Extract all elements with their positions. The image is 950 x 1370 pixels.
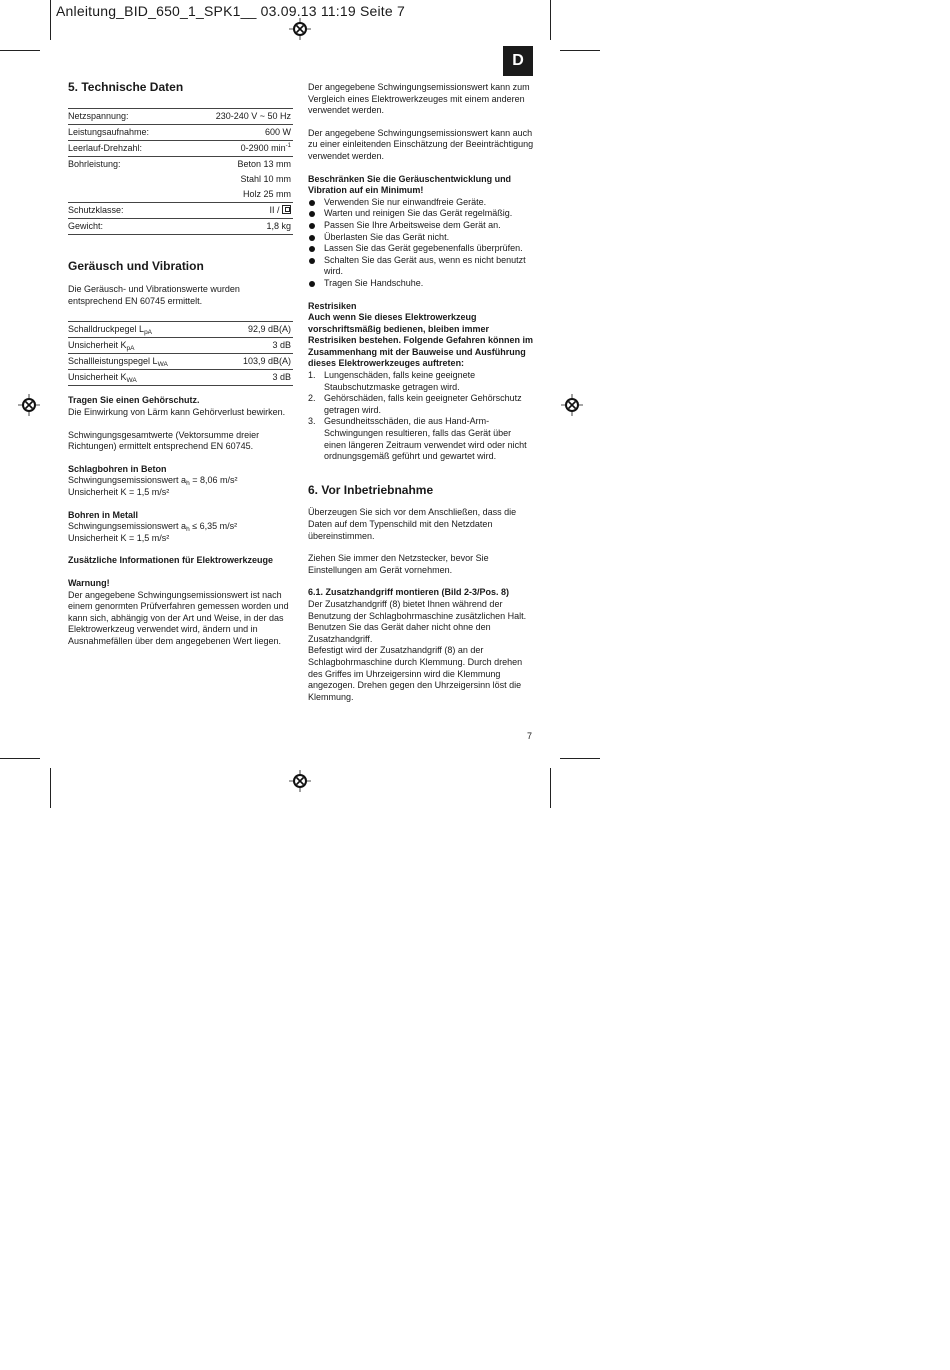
spec-value: 230-240 V ~ 50 Hz <box>185 108 293 124</box>
section-title-noise: Geräusch und Vibration <box>68 258 204 273</box>
ear-protection-text: Die Einwirkung von Lärm kann Gehörverlust bewirken. <box>68 406 286 417</box>
crop-mark <box>50 768 51 808</box>
metal-value: Schwingungsemissionswert $a_h \le 6,35$ m/s² <box>68 521 238 534</box>
noise-value: 3 dB <box>219 338 293 354</box>
spec-label <box>68 172 185 187</box>
risk-list <box>308 370 534 463</box>
spec-label: Schutzklasse: <box>68 202 185 218</box>
list-item: Lassen Sie das Gerät gegebenenfalls überprüfen. <box>308 243 534 255</box>
spec-label: Netzspannung: <box>68 108 185 124</box>
crop-mark <box>0 758 40 759</box>
vibration-total-text: Schwingungsgesamtwerte (Vektorsumme dreier Richtungen) ermittelt entsprechend EN 60745. <box>68 429 260 452</box>
crop-mark <box>560 50 600 51</box>
crop-mark <box>560 758 600 759</box>
list-item: Passen Sie Ihre Arbeitsweise dem Gerät an. <box>308 220 534 232</box>
list-item: Überlasten Sie das Gerät nicht. <box>308 232 534 244</box>
limit-list <box>308 197 534 290</box>
spec-value: 1,8 kg <box>185 218 293 234</box>
list-item: 3. Gesundheitsschäden, die aus Hand-Arm-Schwingungen resultieren, falls das Gerät über einen längeren Zeitraum verwendet wird oder nicht ordnungsgemäß geführt und gewartet wird. <box>308 416 527 462</box>
concrete-uncertainty: Unsicherheit K = 1,5 m/s² <box>68 486 170 497</box>
noise-label: Schalldruckpegel $L_{pA}$ <box>68 322 219 338</box>
noise-label: Unsicherheit $K_{pA}$ <box>68 338 219 354</box>
before-use-text-1: Überzeugen Sie sich vor dem Anschließen, dass die Daten auf dem Typenschild mit den Netzdaten übereinstimmen. <box>308 507 517 541</box>
spec-value: II / <box>185 202 293 218</box>
spec-label: Gewicht: <box>68 218 185 234</box>
handle-text-2: Befestigt wird der Zusatzhandgriff (8) an der Schlagbohrmaschine durch Klemmung. Durch drehen des Griffes im Uhrzeigersinn wird die Klemmung angezogen. Drehen gegen den Uhrzeigersinn löst die Klemmung. <box>308 645 523 702</box>
registration-mark-icon <box>289 770 311 792</box>
noise-label: Unsicherheit $K_{WA}$ <box>68 370 219 386</box>
concrete-title: Schlagbohren in Beton <box>68 463 167 474</box>
list-item: 2. Gehörschäden, falls kein geeigneter Gehörschutz getragen wird. <box>308 393 522 415</box>
right-column <box>308 82 534 703</box>
crop-mark <box>550 768 551 808</box>
spec-value: Beton 13 mm <box>185 156 293 172</box>
spec-label <box>68 187 185 203</box>
warning-title: Warnung! <box>68 577 110 588</box>
page-number: 7 <box>527 731 533 741</box>
noise-label: Schallleistungspegel $L_{WA}$ <box>68 354 219 370</box>
vibration-compare-text: Der angegebene Schwingungsemissionswert kann zum Vergleich eines Elektrowerkzeuges mit einem anderen verwendet werden. <box>308 82 530 116</box>
spec-value: Stahl 10 mm <box>240 173 291 184</box>
crop-mark <box>550 0 551 40</box>
registration-mark-icon <box>18 394 40 416</box>
registration-mark-icon <box>289 18 311 40</box>
language-tab: D <box>503 46 533 76</box>
registration-mark-icon <box>561 394 583 416</box>
protection-class-icon <box>282 205 291 214</box>
warning-text: Der angegebene Schwingungsemissionswert ist nach einem genormten Prüfverfahren gemessen worden und kann sich, abhängig von der Art und Weise, in der das Elektrowerkzeug verwendet wird, ändern und in Ausnahmefällen über dem angegebenen Wert liegen. <box>68 589 289 646</box>
left-column <box>68 82 293 647</box>
noise-value: 92,9 dB(A) <box>219 322 293 338</box>
spec-label: Bohrleistung: <box>68 156 185 172</box>
residual-risk-title: Restrisiken <box>308 300 357 311</box>
extra-info-title: Zusätzliche Informationen für Elektrowerkzeuge <box>68 555 274 566</box>
list-item: Warten und reinigen Sie das Gerät regelmäßig. <box>308 208 534 220</box>
residual-risk-intro: Auch wenn Sie dieses Elektrowerkzeug vorschriftsmäßig bedienen, bleiben immer Restrisiken bestehen. Folgende Gefahren können im Zusammenhang mit der Bauweise und Ausführung dieses Elektrowerkzeuges auftreten: <box>308 312 534 369</box>
file-header: Anleitung_BID_650_1_SPK1__ 03.09.13 11:19 Seite 7 <box>56 3 405 19</box>
before-use-text-2: Ziehen Sie immer den Netzstecker, bevor Sie Einstellungen am Gerät vornehmen. <box>308 553 489 575</box>
handle-text-1: Der Zusatzhandgriff (8) bietet Ihnen während der Benutzung der Schlagbohrmaschine zusätzlichen Halt. Benutzen Sie das Gerät daher nicht ohne den Zusatzhandgriff. <box>308 598 527 644</box>
list-item: Tragen Sie Handschuhe. <box>308 278 534 290</box>
metal-title: Bohren in Metall <box>68 509 139 520</box>
spec-label: Leistungsaufnahme: <box>68 124 185 140</box>
section-title-before-use: 6. Vor Inbetriebnahme <box>308 482 434 497</box>
spec-value: 0-2900 $\min^{-1}$ <box>185 140 293 156</box>
spec-table <box>68 108 293 235</box>
list-item: Verwenden Sie nur einwandfreie Geräte. <box>308 197 534 209</box>
metal-uncertainty: Unsicherheit K = 1,5 m/s² <box>68 532 170 543</box>
spec-value: 600 W <box>185 124 293 140</box>
spec-value: Holz 25 mm <box>242 188 291 199</box>
spec-label: Leerlauf-Drehzahl: <box>68 140 185 156</box>
concrete-value: Schwingungsemissionswert $a_h = 8,06$ m/s² <box>68 475 238 488</box>
noise-table <box>68 321 293 386</box>
crop-mark <box>0 50 40 51</box>
list-item: Schalten Sie das Gerät aus, wenn es nicht benutzt wird. <box>308 255 534 278</box>
noise-intro: Die Geräusch- und Vibrationswerte wurden entsprechend EN 60745 ermittelt. <box>68 284 240 306</box>
crop-mark <box>50 0 51 40</box>
ear-protection-title: Tragen Sie einen Gehörschutz. <box>68 395 200 406</box>
section-title-technical-data: 5. Technische Daten <box>68 80 184 94</box>
handle-title: 6.1. Zusatzhandgriff montieren (Bild 2-3/Pos. 8) <box>308 587 510 598</box>
noise-value: 103,9 dB(A) <box>219 354 293 370</box>
list-item: 1. Lungenschäden, falls keine geeignete Staubschutzmaske getragen wird. <box>308 370 476 392</box>
vibration-assess-text: Der angegebene Schwingungsemissionswert kann auch zu einer einleitenden Einschätzung der Beeinträchtigung verwendet werden. <box>308 127 534 161</box>
limit-title: Beschränken Sie die Geräuschentwicklung und Vibration auf ein Minimum! <box>308 173 512 196</box>
noise-value: 3 dB <box>219 370 293 386</box>
